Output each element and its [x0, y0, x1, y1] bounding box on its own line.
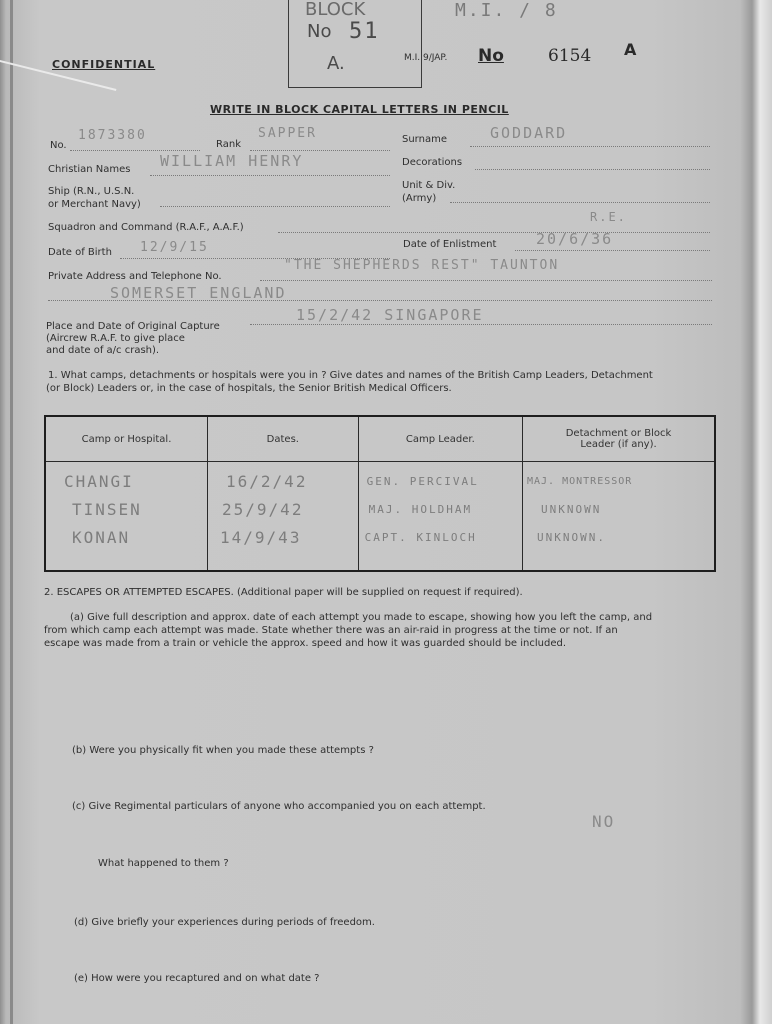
decorations-label: Decorations [402, 157, 463, 168]
no-label: No. [50, 140, 67, 151]
form-no-value: 6154 [548, 46, 592, 66]
question2c-answer: NO [592, 812, 616, 831]
question2b: (b) Were you physically fit when you made these attempts ? [72, 745, 374, 756]
address-line-1 [260, 280, 712, 281]
address-line-2 [48, 300, 712, 301]
dob-label: Date of Birth [48, 247, 112, 258]
enlistment-value: 20/6/36 [536, 230, 614, 248]
rank-label: Rank [216, 139, 241, 150]
unit-value: R.E. [590, 210, 627, 224]
dates-header: Dates. [208, 416, 359, 462]
stamp-no-value: 51 [349, 19, 380, 44]
capture-label-2: (Aircrew R.A.F. to give place [46, 333, 185, 344]
camp-column [45, 462, 208, 572]
camp-leader-column [358, 462, 522, 572]
table-cell: 25/9/42 [222, 500, 304, 519]
question2e: (e) How were you recaptured and on what date ? [74, 973, 320, 984]
stamp-extra: M.I. / 8 [455, 0, 558, 21]
surname-label: Surname [402, 134, 447, 145]
squadron-label: Squadron and Command (R.A.F., A.A.F.) [48, 222, 244, 233]
question2a-line1: (a) Give full description and approx. date of each attempt you made to escape, showing how you left the camp, and [70, 612, 653, 623]
unit-label-1: Unit & Div. [402, 180, 456, 191]
christian-names-label: Christian Names [48, 164, 131, 175]
detachment-column [523, 462, 716, 572]
instruction-heading: WRITE IN BLOCK CAPITAL LETTERS IN PENCIL [210, 103, 509, 116]
address-value-1: "THE SHEPHERDS REST" TAUNTON [284, 258, 560, 273]
question2a-line3: escape was made from a train or vehicle the approx. speed and how it was guarded should be included. [44, 638, 567, 649]
stamp-letter: A. [327, 53, 345, 74]
unit-label-2: (Army) [402, 193, 437, 204]
capture-label-1: Place and Date of Original Capture [46, 321, 220, 332]
form-no-label: No [478, 46, 504, 66]
detachment-header: Detachment or Block Leader (if any). [523, 416, 716, 462]
no-value: 1873380 [78, 128, 147, 143]
christian-names-value: WILLIAM HENRY [160, 152, 304, 170]
rank-line [250, 150, 390, 151]
question2d: (d) Give briefly your experiences during periods of freedom. [74, 917, 375, 928]
address-value-2: SOMERSET ENGLAND [110, 284, 287, 302]
surname-value: GODDARD [490, 124, 568, 142]
enlistment-label: Date of Enlistment [403, 239, 497, 250]
table-cell: UNKNOWN [541, 503, 602, 516]
dates-column [208, 462, 359, 572]
no-line [70, 150, 200, 151]
page-fold [10, 0, 13, 1024]
decorations-line [475, 169, 710, 170]
question1-line1: 1. What camps, detachments or hospitals were you in ? Give dates and names of the British Camp Leaders, Detachment [48, 370, 653, 381]
enlistment-line [515, 250, 710, 251]
ship-label-1: Ship (R.N., U.S.N. [48, 186, 135, 197]
camp-table [44, 415, 716, 572]
table-cell: CHANGI [64, 472, 134, 491]
capture-line [250, 324, 712, 325]
stamp-no-label: No [307, 21, 332, 42]
table-cell: GEN. PERCIVAL [366, 475, 479, 488]
dob-value: 12/9/15 [140, 240, 209, 255]
ship-line [160, 206, 390, 207]
form-suffix: A [624, 40, 637, 59]
table-cell: UNKNOWN. [537, 531, 606, 544]
rank-value: SAPPER [258, 126, 317, 141]
address-label: Private Address and Telephone No. [48, 271, 222, 282]
capture-value: 15/2/42 SINGAPORE [296, 306, 484, 324]
table-cell: MAJ. MONTRESSOR [527, 476, 633, 487]
question1-line2: (or Block) Leaders or, in the case of hospitals, the Senior British Medical Officers. [46, 383, 452, 394]
christian-names-line [150, 175, 390, 176]
camp-header: Camp or Hospital. [45, 416, 208, 462]
squadron-line [278, 232, 710, 233]
question2a-line2: from which camp each attempt was made. State whether there was an air-raid in progress at the time or not. If an [44, 625, 618, 636]
table-cell: 14/9/43 [220, 528, 302, 547]
table-cell: 16/2/42 [226, 472, 308, 491]
question2-title: 2. ESCAPES OR ATTEMPTED ESCAPES. (Additional paper will be supplied on request if required). [44, 587, 523, 598]
confidential-heading: CONFIDENTIAL [52, 58, 156, 71]
table-cell: MAJ. HOLDHAM [368, 503, 473, 516]
stamp-block-text: BLOCK [305, 0, 366, 20]
table-cell: CAPT. KINLOCH [364, 531, 477, 544]
camp-leader-header: Camp Leader. [358, 416, 522, 462]
block-stamp [288, 0, 422, 88]
question2c: (c) Give Regimental particulars of anyone who accompanied you on each attempt. [72, 801, 486, 812]
unit-line [450, 202, 710, 203]
table-cell: TINSEN [72, 500, 142, 519]
question2c-followup: What happened to them ? [98, 858, 229, 869]
capture-label-3: and date of a/c crash). [46, 345, 160, 356]
ship-label-2: or Merchant Navy) [48, 199, 141, 210]
surname-line [470, 146, 710, 147]
reference-code: M.I. 9/JAP. [404, 53, 448, 63]
table-cell: KONAN [72, 528, 131, 547]
